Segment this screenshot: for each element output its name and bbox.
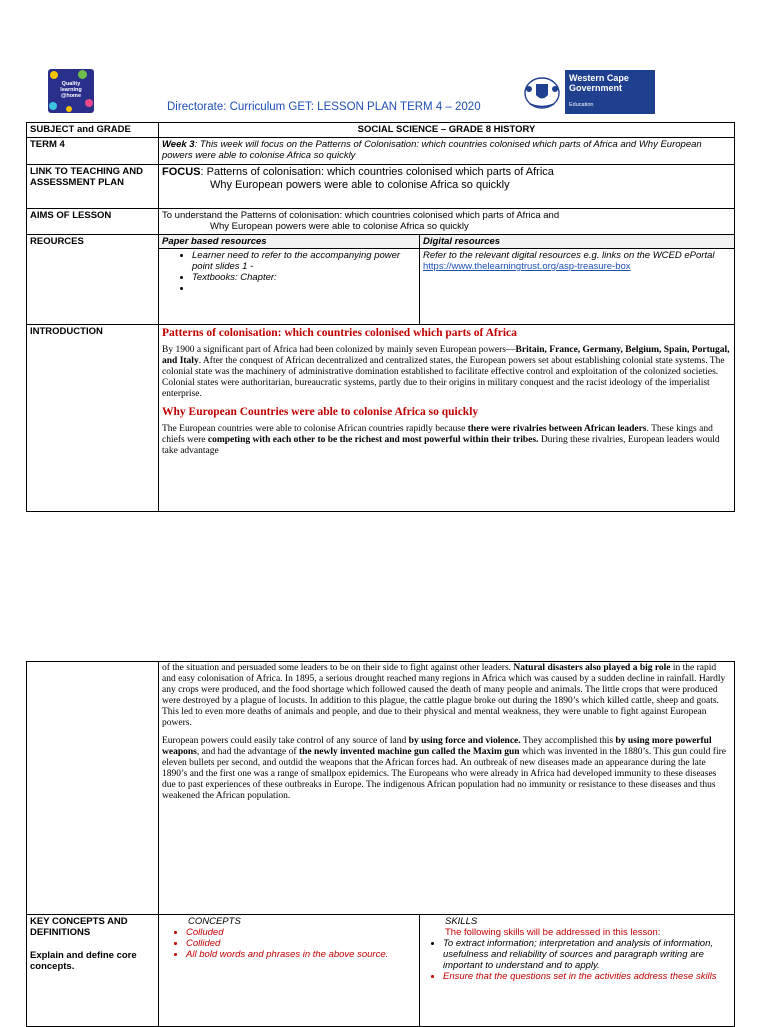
logo-dot (78, 70, 87, 79)
intro-heading-why: Why European Countries were able to colonise Africa so quickly (162, 406, 479, 418)
text-span: in the rapid and easy colonisation of Africa. In 1895, a serious drought reached many regions in Africa which was caused by a sudden decline in rainfall. Hardly any crops were produced, and the food shortage which followed caused the death of many people and animals. The little crops that were produced were destroyed by a plague of locusts. In addition to this plague, the cattle plague broke out during the 1890’s which killed cattle, sheep and goats. This led to even more deaths of animals and people, and due to their physical and mental weakness, they were unable to fight against European powers. (162, 663, 726, 728)
term-label: TERM 4 (27, 138, 159, 165)
intro-paragraph-4 (162, 736, 731, 802)
western-cape-government-logo (519, 70, 655, 114)
digital-text: Refer to the relevant digital resources e.g. links on the WCED ePortal (423, 250, 715, 261)
digital-resources-header: Digital resources (420, 235, 735, 249)
concepts-cell (159, 915, 420, 1027)
education-label: Education (569, 102, 594, 108)
list-item: • Collided (186, 938, 416, 949)
text-span: European powers could easily take control of any source of land (162, 736, 409, 746)
text-span: , and had the advantage of (196, 747, 299, 757)
key-concepts-title: KEY CONCEPTS AND DEFINITIONS (30, 916, 128, 938)
bold-span: by using force and violence. (408, 736, 521, 746)
bold-span: the newly invented machine gun called the Maxim gun (298, 747, 520, 757)
lesson-plan-table-continued (26, 661, 735, 1027)
bold-span: by using more powerful weapons (162, 736, 712, 757)
aims-line1: To understand the Patterns of colonisation: which countries colonised which parts of Africa and (162, 210, 560, 221)
list-item (192, 283, 416, 294)
gov-line2: Government (569, 83, 623, 93)
focus-line2: Why European powers were able to colonise Africa so quickly (210, 179, 510, 191)
text-span: . These kings and chiefs were (162, 424, 713, 445)
link-label: LINK TO TEACHING AND ASSESSMENT PLAN (27, 165, 159, 209)
week-label: Week 3 (162, 139, 195, 150)
list-item: • Textbooks: Chapter: (192, 272, 416, 283)
logo-dot (50, 71, 58, 79)
paper-resources-list (162, 250, 416, 294)
introduction-label: INTRODUCTION (27, 325, 159, 512)
text-span: of the situation and persuaded some leaders to be on their side to fight against other leaders. (162, 663, 514, 673)
paper-resources-cell (159, 249, 420, 325)
logo-dot (85, 99, 93, 107)
aims-line2: Why European powers were able to colonise Africa so quickly (210, 221, 469, 232)
focus-label: FOCUS (162, 166, 201, 178)
intro-heading-patterns: Patterns of colonisation: which countries colonised which parts of Africa (162, 327, 517, 339)
skills-header: SKILLS (445, 916, 478, 927)
text-span: During these rivalries, European leaders would take advantage (162, 435, 720, 456)
logo-dot (66, 106, 72, 112)
lesson-plan-table (26, 122, 735, 512)
text-span: . After the conquest of African decentralized and centralized states, the European powers set about establishing colonial state systems. The colonial state was the machinery of administrative domination established to facilitate effective control and exploitation of the colonized societies. Colonial states were authoritarian, bureaucratic systems, partly due to their origins in military conquest and the racist ideology of the imperialist enterprise. (162, 356, 725, 399)
skills-list (423, 938, 731, 982)
directorate-title: Directorate: Curriculum GET: LESSON PLAN TERM 4 – 2020 (167, 101, 481, 113)
gov-line1: Western Cape (569, 73, 629, 83)
introduction-content-continued (159, 662, 735, 915)
subject-value: SOCIAL SCIENCE – GRADE 8 HISTORY (159, 123, 735, 138)
paper-resources-header: Paper based resources (159, 235, 420, 249)
intro-paragraph-2 (162, 424, 731, 457)
introduction-content (159, 325, 735, 512)
concepts-header: CONCEPTS (188, 916, 241, 927)
quality-learning-logo (48, 69, 94, 113)
resources-label: REOURCES (27, 235, 159, 325)
subject-label: SUBJECT and GRADE (27, 123, 159, 138)
text-span: which was invented in the 1880’s. This gun could fire eleven bullets per second, and outdid the weapons that the African forces had. An outbreak of new diseases made an appearance during the late 1890’s and the first one was a range of smallpox epidemics. The Europeans who were already in Africa had developed immunity to these diseases due to past experiences of these outbreaks in Europe. The indigenous African population had no immunity or resistance to these diseases and thus weakened the African population. (162, 747, 726, 801)
crest-icon (519, 70, 565, 114)
empty-label-cell (27, 662, 159, 915)
text-span: They accomplished this (520, 736, 616, 746)
logo-text: Quality learning @home (60, 81, 82, 99)
bold-span: Britain, France, Germany, Belgium, Spain, Portugal, and Italy (162, 345, 730, 366)
list-item: • Learner need to refer to the accompanying power point slides 1 - (192, 250, 416, 272)
text-span: By 1900 a significant part of Africa had been colonized by mainly seven European powers— (162, 345, 516, 355)
key-concepts-subtitle: Explain and define core concepts. (30, 950, 137, 972)
skills-intro: The following skills will be addressed in this lesson: (445, 927, 661, 938)
aims-label: AIMS OF LESSON (27, 209, 159, 235)
bold-span: there were rivalries between African leaders (467, 424, 647, 434)
logo-dot (49, 102, 57, 110)
list-item: • All bold words and phrases in the above source. (186, 949, 416, 960)
government-name (569, 73, 629, 93)
bold-span: competing with each other to be the richest and most powerful within their tribes. (207, 435, 539, 445)
bold-span: Natural disasters also played a big role (513, 663, 671, 673)
list-item: • Ensure that the questions set in the activities address these skills (443, 971, 731, 982)
week-text: : This week will focus on the Patterns of Colonisation: which countries colonised which parts of Africa and Why European powers were able to colonise Africa so quickly (162, 139, 702, 161)
intro-paragraph-3 (162, 663, 731, 729)
aims-cell (159, 209, 735, 235)
focus-cell (159, 165, 735, 209)
list-item: • To extract information; interpretation and analysis of information, usefulness and reliability of sources and paragraph writing are important to understand and to apply. (443, 938, 731, 971)
term-value (159, 138, 735, 165)
intro-paragraph-1 (162, 345, 731, 400)
list-item: • Colluded (186, 927, 416, 938)
text-span: The European countries were able to colonise African countries rapidly because (162, 424, 468, 434)
key-concepts-label (27, 915, 159, 1027)
focus-line1: : Patterns of colonisation: which countries colonised which parts of Africa (200, 166, 554, 178)
concepts-list (162, 927, 416, 960)
skills-cell (420, 915, 735, 1027)
treasure-box-link[interactable]: https://www.thelearningtrust.org/asp-treasure-box (423, 261, 631, 272)
digital-resources-cell (420, 249, 735, 325)
